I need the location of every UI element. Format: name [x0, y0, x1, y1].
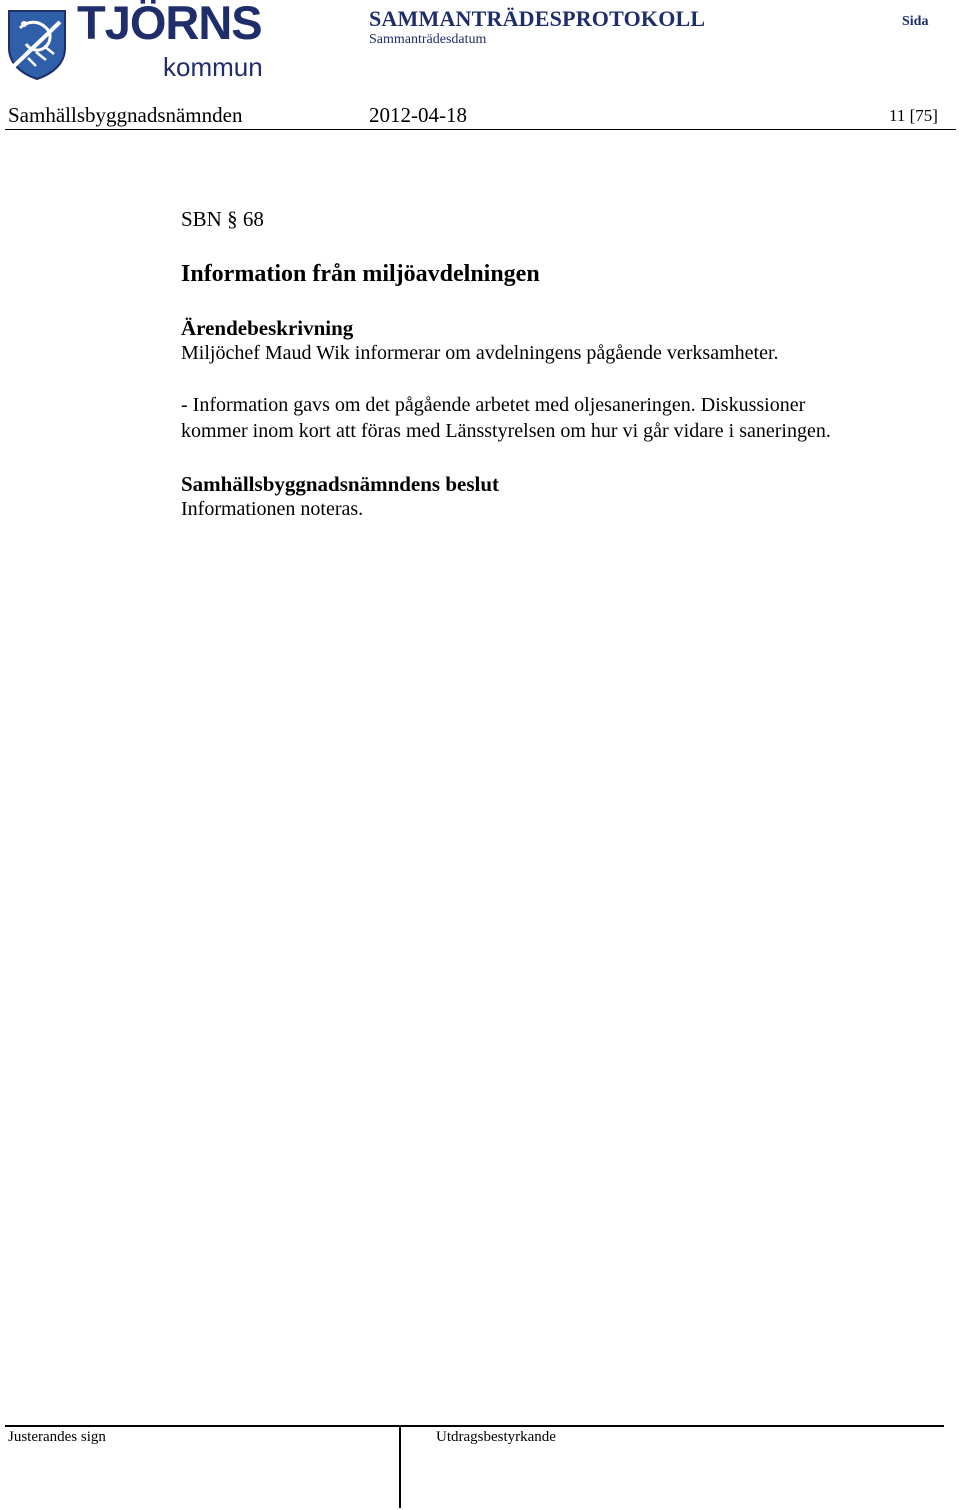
page-caption: Sida: [902, 14, 929, 29]
adjuster-signature-label: Justerandes sign: [8, 1429, 106, 1445]
decision-text: Informationen noteras.: [181, 498, 364, 520]
information-line-1: - Information gavs om det pågående arbetet med oljesaneringen. Diskussioner: [181, 394, 806, 416]
document-type: SAMMANTRÄDESPROTOKOLL: [369, 6, 706, 31]
description-heading: Ärendebeskrivning: [181, 316, 354, 340]
tjorn-coat-of-arms-icon: [6, 8, 68, 80]
section-title: Information från miljöavdelningen: [181, 261, 540, 287]
information-line-2: kommer inom kort att föras med Länsstyrelsen om hur vi går vidare i saneringen.: [181, 420, 831, 442]
logo-subtitle: kommun: [163, 52, 263, 82]
footer-divider: [5, 1425, 944, 1427]
municipality-logo: [6, 0, 268, 82]
section-reference: SBN § 68: [181, 207, 264, 231]
page-number: 11 [75]: [889, 106, 938, 125]
footer-column-divider: [399, 1425, 401, 1508]
committee-name: Samhällsbyggnadsnämnden: [8, 103, 243, 127]
logo-wordmark: TJÖRNS: [77, 0, 262, 49]
description-text: Miljöchef Maud Wik informerar om avdelningens pågående verksamheter.: [181, 342, 779, 364]
decision-heading: Samhällsbyggnadsnämndens beslut: [181, 472, 500, 496]
header-divider: [5, 129, 956, 130]
meeting-date-caption: Sammanträdesdatum: [369, 32, 487, 47]
meeting-date: 2012-04-18: [369, 103, 467, 127]
extract-certification-label: Utdragsbestyrkande: [436, 1429, 556, 1445]
